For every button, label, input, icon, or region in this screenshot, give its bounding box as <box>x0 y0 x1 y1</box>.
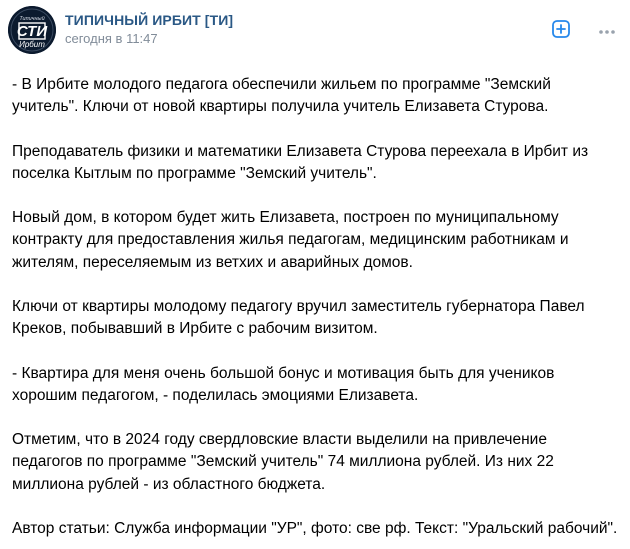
community-logo-icon <box>8 6 56 54</box>
avatar[interactable] <box>8 6 56 54</box>
post-header <box>8 6 622 56</box>
avatar-top-text: Типичный <box>19 16 45 22</box>
post-paragraph: Ключи от квартиры молодому педагогу вручил заместитель губернатора Павел Креков, побывавший в Ирбите с рабочим визитом. <box>12 297 585 338</box>
post-paragraph: Автор статьи: Служба информации "УР", фото: све рф. Текст: "Уральский рабочий". <box>12 519 618 537</box>
post-paragraph: Новый дом, в котором будет жить Елизавета, построен по муниципальному контракту для предоставления жилья педагогам, медицинским работникам и жителям, переселяемым из ветхих и аварийных домов. <box>12 209 569 271</box>
avatar-logo-text: СТИ <box>16 23 48 40</box>
post-author-link[interactable]: ТИПИЧНЫЙ ИРБИТ [ТИ] <box>65 12 234 28</box>
post-date-link[interactable]: сегодня в 11:47 <box>65 31 158 46</box>
more-horizontal-icon[interactable] <box>598 24 616 34</box>
avatar-bottom-text: Ирбит <box>19 40 45 49</box>
add-square-icon[interactable] <box>552 20 570 38</box>
post-paragraph: Отметим, что в 2024 году свердловские власти выделили на привлечение педагогов по программе "Земский учитель" 74 миллиона рублей. Из них 22 миллиона рублей - из областного бюджета. <box>12 431 554 493</box>
post-paragraph: Преподаватель физики и математики Елизавета Стурова переехала в Ирбит из поселка Кытлым по программе "Земский учитель". <box>12 142 589 182</box>
post-paragraph: - Квартира для меня очень большой бонус и мотивация быть для учеников хорошим педагогом, - поделилась эмоциями Елизавета. <box>12 364 555 404</box>
post-text <box>12 74 618 540</box>
post-paragraph: - В Ирбите молодого педагога обеспечили жильем по программе "Земский учитель". Ключи от новой квартиры получила учитель Елизавета Стурова. <box>12 76 551 116</box>
